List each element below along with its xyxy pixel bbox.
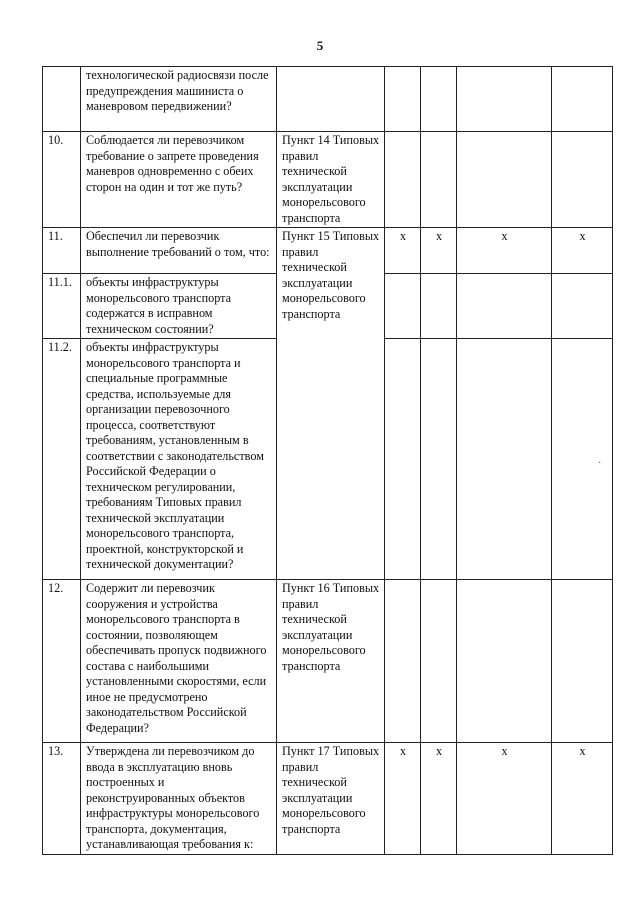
question-text: Содержит ли перевозчик сооружения и устройства монорельсового транспорта в состоянии, позволяющем обеспечивать пропуск подвижного состава с наибольшими установленными скоростями, если иное не предусмотрено законодательством Российской Федерации? (81, 580, 277, 743)
answer-cell (457, 67, 552, 132)
checklist-table (42, 66, 613, 855)
answer-cell (385, 580, 421, 743)
answer-cell: x (421, 228, 457, 274)
question-text: Утверждена ли перевозчиком до ввода в эксплуатацию вновь построенных и реконструированных объектов инфраструктуры монорельсового транспорта, документация, устанавливающая требования к: (81, 743, 277, 855)
question-text: объекты инфраструктуры монорельсового транспорта содержатся в исправном техническом состоянии? (81, 274, 277, 339)
answer-cell (385, 274, 421, 339)
row-number: 13. (43, 743, 81, 855)
question-text: объекты инфраструктуры монорельсового транспорта и специальные программные средства, используемые для организации перевозочного процесса, соответствуют требованиям, установленным в соответствии с законодательством Российской Федерации о техническом регулировании, требованиям Типовых правил технической эксплуатации монорельсового транспорта, проектной, конструкторской и технической документации? (81, 339, 277, 580)
table-row (43, 67, 613, 132)
answer-cell: x (385, 228, 421, 274)
answer-cell (552, 274, 613, 339)
question-text: технологической радиосвязи после предупреждения машиниста о маневровом передвижении? (81, 67, 277, 132)
row-number: 12. (43, 580, 81, 743)
answer-cell (457, 339, 552, 580)
legal-basis: Пункт 14 Типовых правил технической эксплуатации монорельсового транспорта (277, 132, 385, 228)
legal-basis: Пункт 17 Типовых правил технической эксплуатации монорельсового транспорта (277, 743, 385, 855)
answer-cell (385, 339, 421, 580)
answer-cell (421, 274, 457, 339)
page-number: 5 (316, 38, 324, 53)
answer-cell (457, 274, 552, 339)
legal-basis: Пункт 16 Типовых правил технической эксплуатации монорельсового транспорта (277, 580, 385, 743)
answer-cell (421, 67, 457, 132)
row-number: 10. (43, 132, 81, 228)
answer-cell (457, 580, 552, 743)
answer-cell: x (457, 743, 552, 855)
question-text: Обеспечил ли перевозчик выполнение требований о том, что: (81, 228, 277, 274)
row-number: 11.2. (43, 339, 81, 580)
answer-cell (385, 67, 421, 132)
row-number: 11. (43, 228, 81, 274)
answer-cell (552, 132, 613, 228)
scan-artifact: · (598, 458, 602, 469)
table-row (43, 132, 613, 228)
answer-cell: x (385, 743, 421, 855)
table-row (43, 580, 613, 743)
answer-cell (421, 339, 457, 580)
answer-cell (552, 67, 613, 132)
answer-cell (421, 580, 457, 743)
legal-basis (277, 67, 385, 132)
row-number (43, 67, 81, 132)
answer-cell: x (552, 228, 613, 274)
answer-cell: x (457, 228, 552, 274)
table-row (43, 743, 613, 855)
answer-cell (552, 580, 613, 743)
answer-cell (421, 132, 457, 228)
answer-cell (457, 132, 552, 228)
answer-cell (385, 132, 421, 228)
table-row (43, 228, 613, 274)
answer-cell (552, 339, 613, 580)
answer-cell: x (552, 743, 613, 855)
answer-cell: x (421, 743, 457, 855)
row-number: 11.1. (43, 274, 81, 339)
legal-basis: Пункт 15 Типовых правил технической эксплуатации монорельсового транспорта (277, 228, 385, 580)
question-text: Соблюдается ли перевозчиком требование о запрете проведения маневров одновременно с обеих сторон на один и тот же путь? (81, 132, 277, 228)
